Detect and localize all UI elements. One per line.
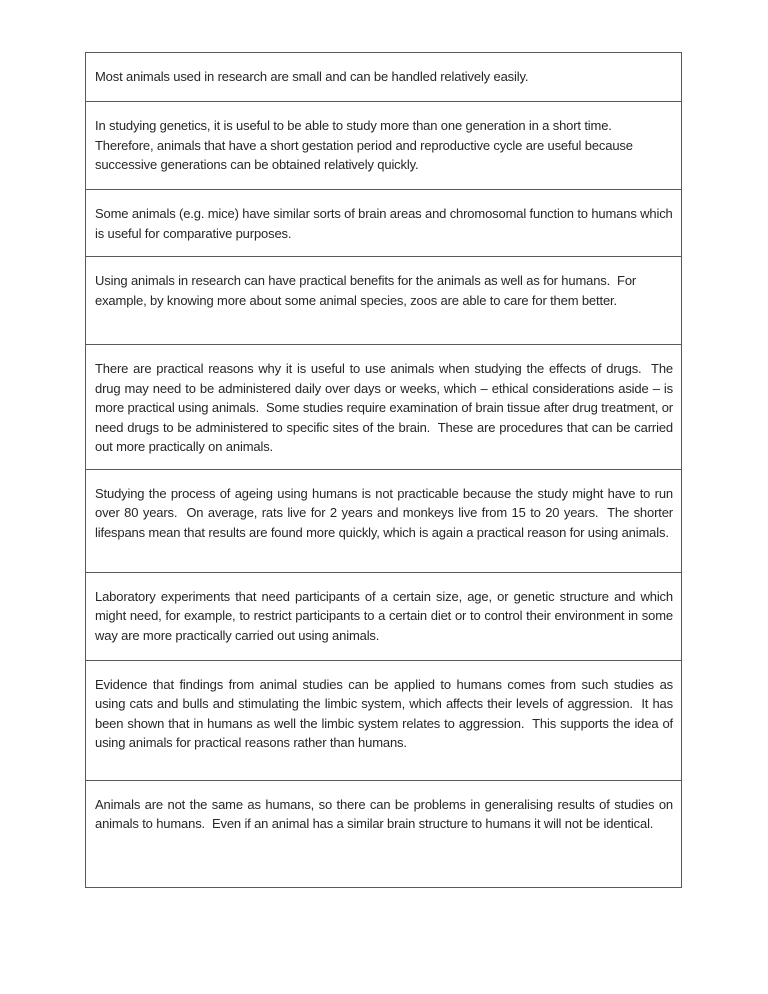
table-row-8: Evidence that findings from animal studies can be applied to humans comes from such studies as using cats and bulls and stimulating the limbic system, which affects their levels of aggression. It has been shown that in humans as well the limbic system relates to aggression. This supports the idea of using animals for practical reasons rather than humans. [86, 660, 681, 780]
table-row-4: Using animals in research can have practical benefits for the animals as well as for humans. For example, by knowing more about some animal species, zoos are able to care for them better. [86, 256, 681, 344]
table-row-9: Animals are not the same as humans, so there can be problems in generalising results of studies on animals to humans. Even if an animal has a similar brain structure to humans it will not be identical. [86, 780, 681, 887]
table-row-7: Laboratory experiments that need participants of a certain size, age, or genetic structure and which might need, for example, to restrict participants to a certain diet or to control their environment in some way are more practically carried out using animals. [86, 572, 681, 660]
table-row-2: In studying genetics, it is useful to be able to study more than one generation in a short time. Therefore, animals that have a short gestation period and reproductive cycle are useful because successive generations can be obtained relatively quickly. [86, 101, 681, 189]
table-row-5: There are practical reasons why it is useful to use animals when studying the effects of drugs. The drug may need to be administered daily over days or weeks, which – ethical considerations aside – is more practical using animals. Some studies require examination of brain tissue after drug treatment, or need drugs to be administered to specific sites of the brain. These are procedures that can be carried out more practically on animals. [86, 344, 681, 469]
table-row-3: Some animals (e.g. mice) have similar sorts of brain areas and chromosomal function to humans which is useful for comparative purposes. [86, 189, 681, 256]
statements-table [85, 52, 682, 888]
table-row-6: Studying the process of ageing using humans is not practicable because the study might have to run over 80 years. On average, rats live for 2 years and monkeys live from 15 to 20 years. The shorter lifespans mean that results are found more quickly, which is again a practical reason for using animals. [86, 469, 681, 572]
table-row-1: Most animals used in research are small and can be handled relatively easily. [95, 69, 529, 84]
